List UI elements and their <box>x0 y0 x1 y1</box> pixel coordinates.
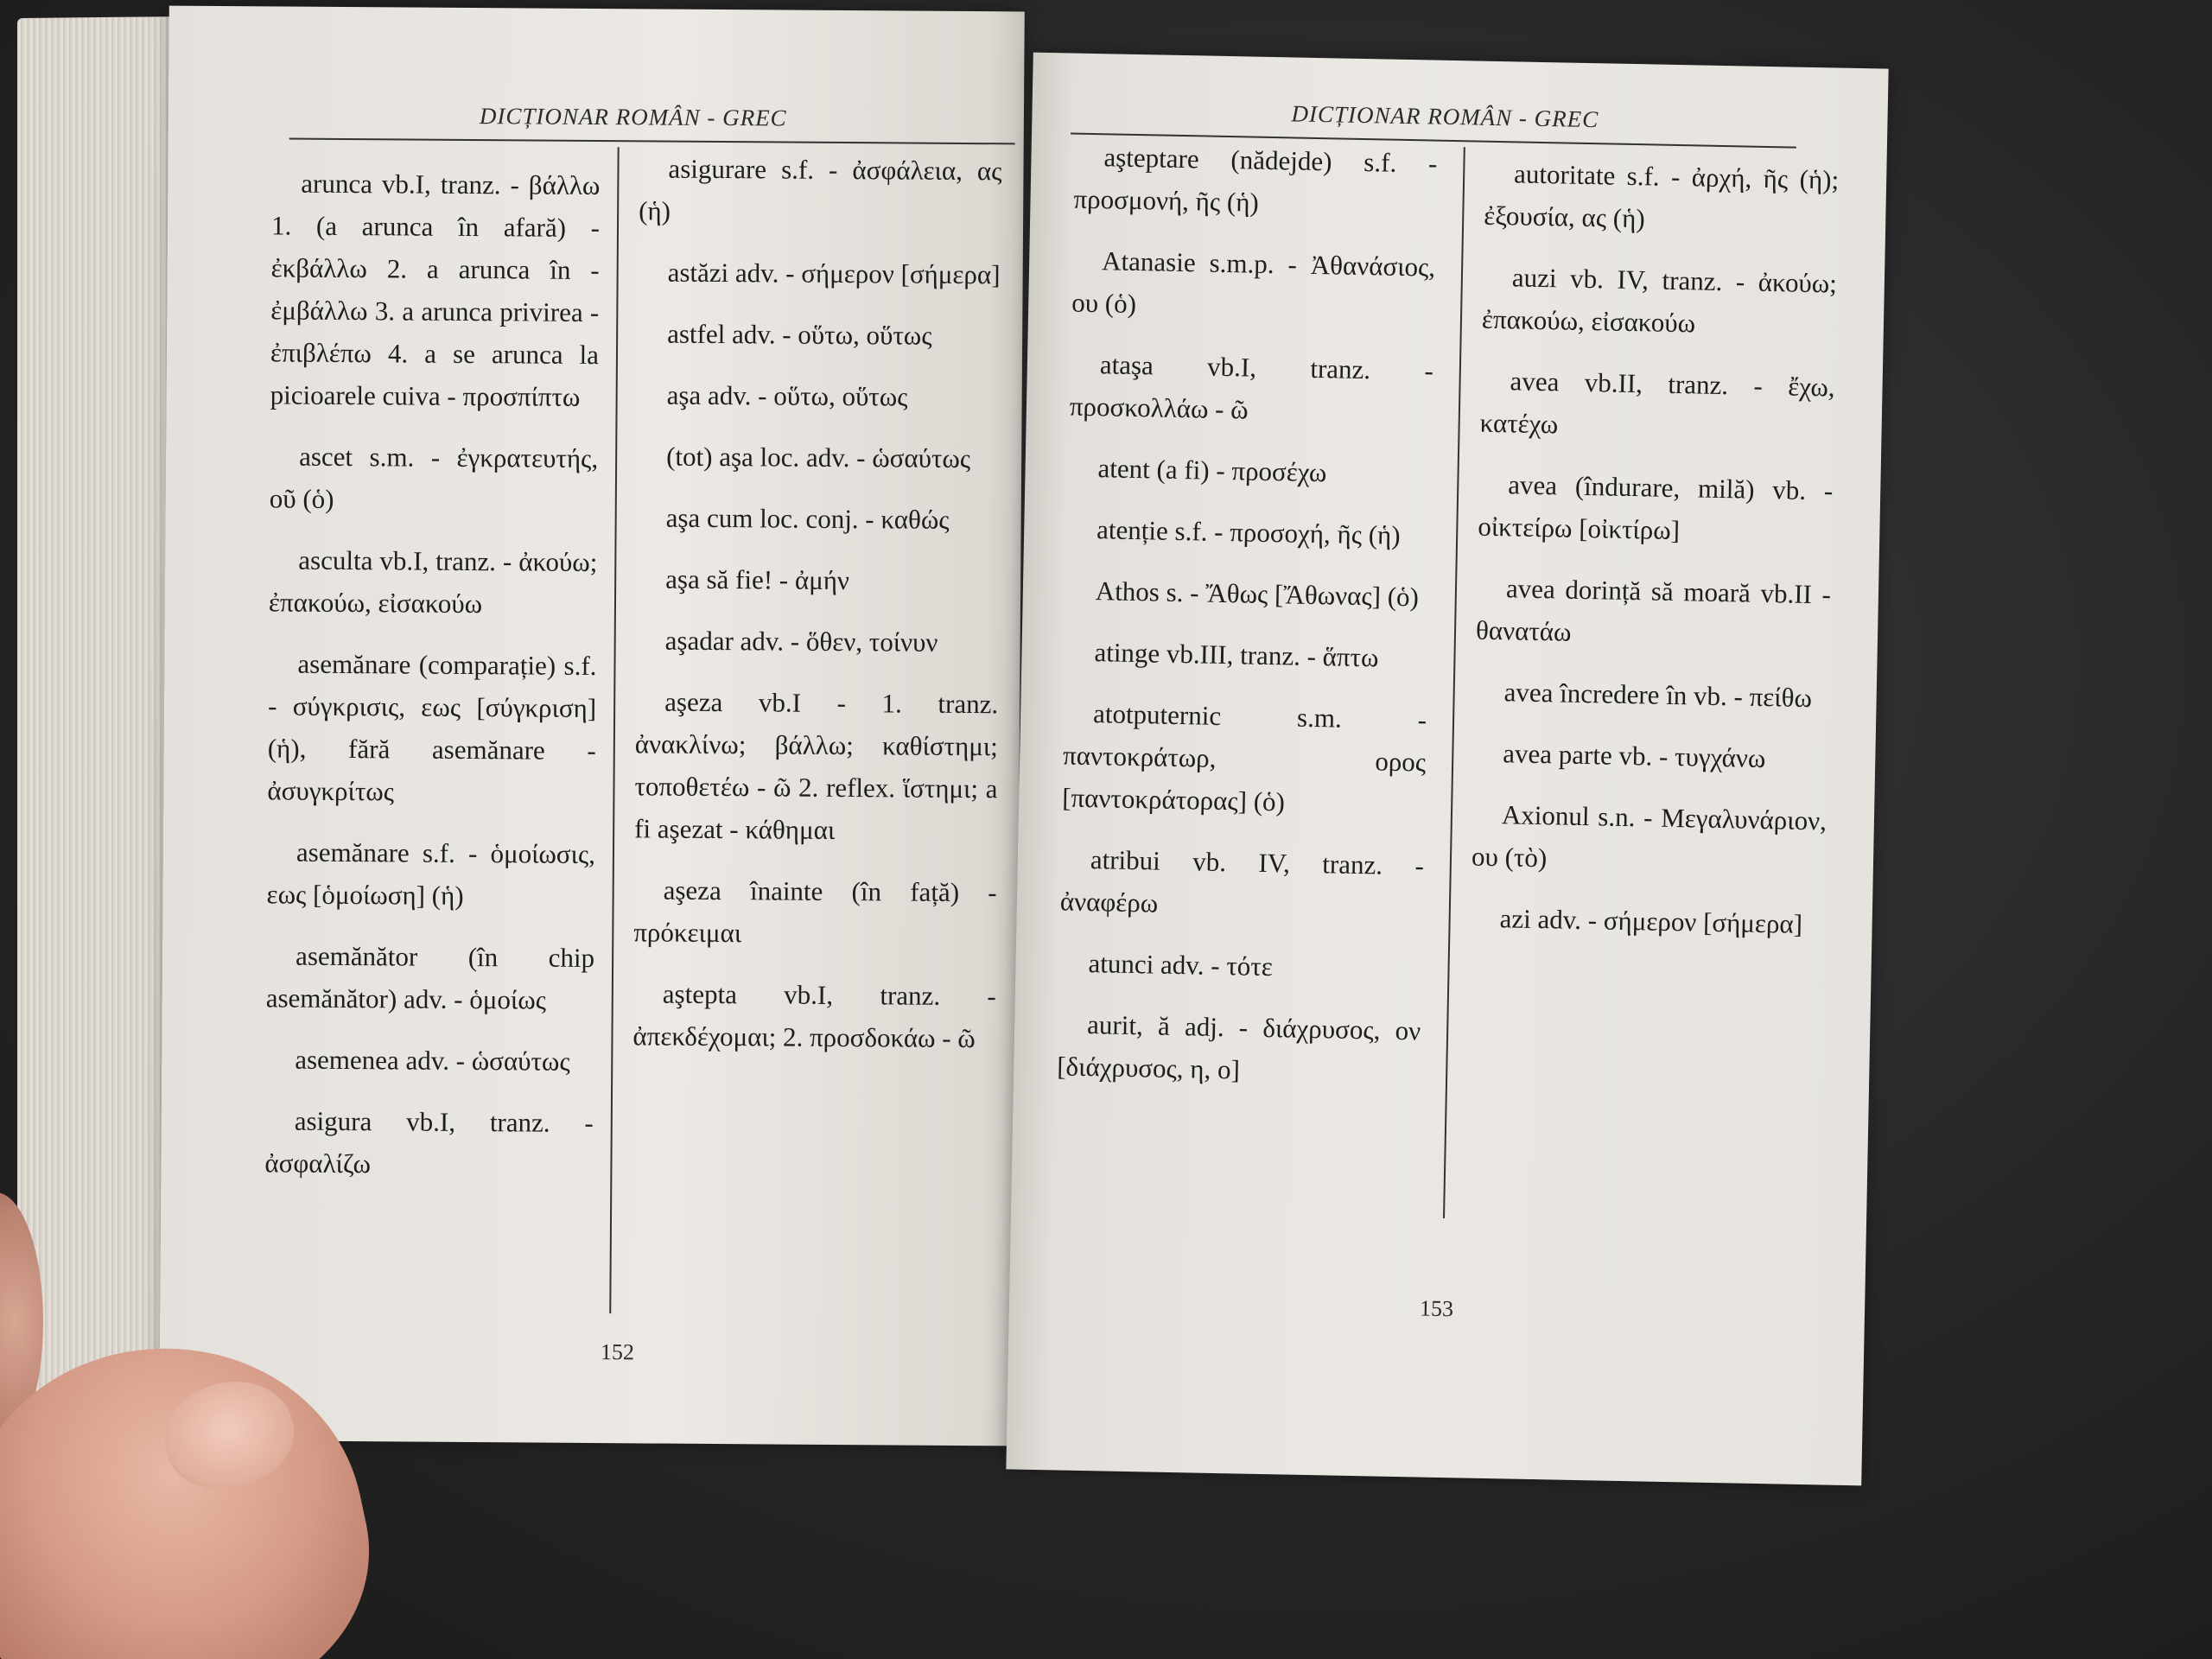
dictionary-entry: aşeza înainte (în față) - πρόκειμαι <box>633 874 997 949</box>
dictionary-entry: astăzi adv. - σήμερον [σήμερα] <box>667 257 1001 290</box>
dictionary-entry: asculta vb.I, tranz. - ἀκούω; ἐπακούω, εἰσακούω <box>268 544 598 620</box>
dictionary-entry: avea vb.II, tranz. - ἔχω, κατέχω <box>1479 365 1835 440</box>
dictionary-entry: asemănare s.f. - ὁμοίωσις, εως [ὁμοίωση] (ἡ) <box>266 836 596 911</box>
left-column-rule <box>609 147 619 1313</box>
left-page-number: 152 <box>600 1339 635 1365</box>
dictionary-entry: aşa să fie! - ἀμήν <box>665 563 850 596</box>
right-running-head: DICȚIONAR ROMÂN - GREC <box>1291 100 1599 133</box>
dictionary-entry: avea parte vb. - τυγχάνω <box>1503 738 1766 774</box>
dictionary-entry: Axionul s.n. - Μεγαλυνάριον, ου (τὸ) <box>1471 799 1827 874</box>
left-page <box>159 6 1025 1446</box>
dictionary-entry: atribui vb. IV, tranz. - ἀναφέρω <box>1059 844 1425 918</box>
right-column-rule <box>1443 147 1465 1218</box>
dictionary-entry: astfel adv. - οὕτω, οὕτως <box>667 318 932 351</box>
dictionary-entry: avea (îndurare, milă) vb. - οἰκτείρω [οἰκτίρω] <box>1478 469 1834 546</box>
dictionary-entry: autoritate s.f. - ἀρχή, ῆς (ἡ); ἐξουσία, ας (ἡ) <box>1483 158 1840 234</box>
left-column-a <box>264 162 600 1205</box>
dictionary-entry: azi adv. - σήμερον [σήμερα] <box>1499 903 1803 939</box>
dictionary-entry: (tot) aşa loc. adv. - ὡσαύτως <box>666 441 971 474</box>
right-page-number: 153 <box>1419 1295 1454 1322</box>
dictionary-entry: avea încredere în vb. - πείθω <box>1503 677 1813 714</box>
dictionary-entry: asemenea adv. - ὡσαύτως <box>295 1044 570 1077</box>
dictionary-entry: aşteptare (nădejde) s.f. - προσμονή, ῆς (ἡ) <box>1073 142 1438 218</box>
dictionary-entry: atotputernic s.m. - παντοκράτωρ, ορος [παντοκράτορας] (ὁ) <box>1061 698 1427 817</box>
right-column-a <box>1056 136 1438 1114</box>
dictionary-entry: aştepta vb.I, tranz. - ἀπεκδέχομαι; 2. προσδοκάω - ῶ <box>632 978 996 1054</box>
dictionary-entry: aşadar adv. - ὅθεν, τοίνυν <box>664 625 938 658</box>
dictionary-entry: arunca vb.I, tranz. - βάλλω 1. (a arunca în afară) - ἐκβάλλω 2. a arunca în - ἐμβάλλω 3. a arunca privirea - ἐπιβλέπω 4. a se arunca la picioarele cuiva - προσπίπτω <box>270 168 601 412</box>
dictionary-entry: Atanasie s.m.p. - Ἀθανάσιος, ου (ὁ) <box>1071 245 1436 319</box>
dictionary-entry: asemănare (comparație) s.f. - σύγκρισις, εως [σύγκριση] (ἡ), fără asemănare - ἀσυγκρίτως <box>267 648 597 807</box>
left-column-b <box>632 147 1001 1078</box>
left-head-rule <box>289 138 1015 145</box>
dictionary-entry: avea dorință să moară vb.II - θανατάω <box>1475 573 1832 647</box>
dictionary-entry: aşa adv. - οὕτω, οὕτως <box>666 379 908 412</box>
left-running-head: DICȚIONAR ROMÂN - GREC <box>479 103 787 131</box>
dictionary-entry: aşa cum loc. conj. - καθώς <box>665 502 950 535</box>
dictionary-entry: aşeza vb.I - 1. tranz. ἀνακλίνω; βάλλω; καθίστημι; τοποθετέω - ῶ 2. reflex. ἵστημι; a fi aşezat - κάθημαι <box>634 686 999 845</box>
dictionary-entry: aurit, ă adj. - διάχρυσος, ον [διάχρυσος, η, ο] <box>1056 1009 1421 1085</box>
dictionary-entry: Athos s. - Ἄθως [Ἄθωνας] (ὁ) <box>1095 575 1420 613</box>
dictionary-entry: atunci adv. - τότε <box>1088 948 1274 982</box>
right-page <box>1006 53 1888 1486</box>
dictionary-entry: asigura vb.I, tranz. - ἀσφαλίζω <box>264 1105 594 1179</box>
dictionary-entry: atinge vb.III, tranz. - ἅπτω <box>1094 637 1379 673</box>
dictionary-entry: atenție s.f. - προσοχή, ῆς (ἡ) <box>1096 514 1402 550</box>
dictionary-entry: auzi vb. IV, tranz. - ἀκούω; ἐπακούω, εἰσακούω <box>1481 262 1838 339</box>
dictionary-entry: asigurare s.f. - ἀσφάλεια, ας (ἡ) <box>639 153 1002 226</box>
right-column-b <box>1470 152 1840 965</box>
dictionary-entry: ascet s.m. - ἐγκρατευτής, οῦ (ὁ) <box>269 441 599 514</box>
dictionary-entry: asemănător (în chip asemănător) adv. - ὁμοίως <box>265 940 595 1015</box>
dictionary-entry: ataşa vb.I, tranz. - προσκολλάω - ῶ <box>1069 349 1434 425</box>
dictionary-entry: atent (a fi) - προσέχω <box>1097 453 1327 488</box>
